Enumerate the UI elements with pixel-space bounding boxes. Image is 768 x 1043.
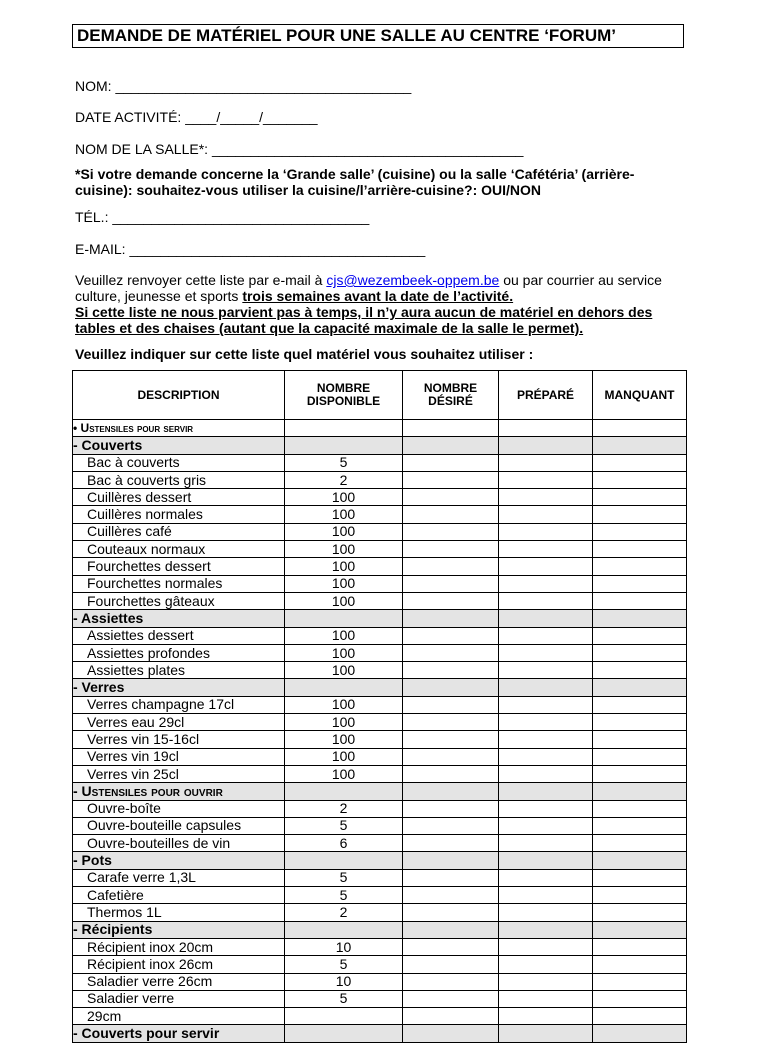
row-prepared[interactable] [499,610,593,627]
row-missing[interactable] [593,558,687,575]
row-qty-available: 5 [285,887,403,904]
row-label: Cuillères café [87,523,172,540]
row-missing[interactable] [593,506,687,523]
row-qty-desired[interactable] [403,904,499,921]
row-label: Verres vin 25cl [87,765,179,782]
row-qty-desired[interactable] [403,938,499,955]
row-label: Récipient inox 20cm [87,938,214,955]
row-description [73,592,285,609]
row-description [73,610,285,627]
row-qty-available: 100 [285,575,403,592]
row-label: Saladier verre 26cm [87,973,213,990]
row-qty-desired[interactable] [403,558,499,575]
row-prepared[interactable] [499,835,593,852]
row-prepared[interactable] [499,817,593,834]
instructions-paragraph [75,272,685,336]
row-missing[interactable] [593,575,687,592]
row-prepared[interactable] [499,852,593,869]
row-missing[interactable] [593,644,687,661]
row-qty-desired[interactable] [403,644,499,661]
row-qty-available: 10 [285,938,403,955]
row-label: Ouvre-bouteille capsules [87,817,242,834]
header-manquant: MANQUANT [593,371,687,420]
row-description [73,558,285,575]
table-row [73,904,687,921]
kitchen-note [75,166,675,198]
row-description [73,956,285,973]
row-label: Bac à couverts [87,454,180,471]
row-qty-desired[interactable] [403,575,499,592]
row-qty-desired[interactable] [403,748,499,765]
table-row [73,921,687,938]
row-label: Couteaux normaux [87,540,206,557]
table-row [73,956,687,973]
row-missing[interactable] [593,835,687,852]
row-qty-desired[interactable] [403,592,499,609]
nom-field[interactable]: NOM: ______________________________________ [75,78,412,94]
row-qty-available [285,783,403,800]
row-label: Assiettes dessert [87,627,194,644]
row-description [73,644,285,661]
row-label: Cuillères normales [87,506,203,523]
row-qty-desired[interactable] [403,1008,499,1025]
row-label: Verres champagne 17cl [87,696,235,713]
row-description [73,1008,285,1025]
table-row [73,852,687,869]
row-label: Cafetière [87,886,144,903]
row-label: Assiettes profondes [87,644,210,661]
row-qty-desired[interactable] [403,887,499,904]
row-missing[interactable] [593,904,687,921]
row-description [73,696,285,713]
row-description [73,869,285,886]
header-description: DESCRIPTION [73,371,285,420]
table-row [73,420,687,437]
row-qty-desired[interactable] [403,956,499,973]
row-label: Verres eau 29cl [87,713,185,730]
row-prepared[interactable] [499,887,593,904]
row-qty-desired[interactable] [403,869,499,886]
row-missing[interactable] [593,714,687,731]
row-label: - Récipients [73,921,153,938]
row-qty-available: 100 [285,541,403,558]
row-prepared[interactable] [499,489,593,506]
row-description [73,748,285,765]
row-missing[interactable] [593,956,687,973]
row-qty-desired[interactable] [403,835,499,852]
row-qty-available: 100 [285,731,403,748]
warning-text: Si cette liste ne nous parvient pas à temps, il n’y aura aucun de matériel en dehors des tables et des chaises (autant que la capacité maximale de la salle le permet). [75,304,653,336]
row-missing[interactable] [593,731,687,748]
row-qty-available [285,437,403,454]
table-row [73,541,687,558]
row-prepared[interactable] [499,541,593,558]
row-missing[interactable] [593,800,687,817]
row-qty-available: 5 [285,454,403,471]
row-prepared[interactable] [499,956,593,973]
row-prepared[interactable] [499,506,593,523]
table-row [73,662,687,679]
row-label: Cuillères dessert [87,488,192,505]
row-qty-desired[interactable] [403,973,499,990]
table-row [73,523,687,540]
table-row [73,731,687,748]
email-link[interactable]: cjs@wezembeek-oppem.be [326,272,500,288]
row-qty-available: 5 [285,869,403,886]
row-qty-available: 100 [285,714,403,731]
table-row [73,938,687,955]
table-row [73,437,687,454]
table-row [73,592,687,609]
row-missing[interactable] [593,523,687,540]
row-prepared[interactable] [499,437,593,454]
row-label: Ouvre-bouteilles de vin [87,834,231,851]
row-prepared[interactable] [499,748,593,765]
row-missing[interactable] [593,592,687,609]
row-missing[interactable] [593,541,687,558]
row-label: Carafe verre 1,3L [87,869,196,886]
row-qty-desired[interactable] [403,662,499,679]
table-row [73,679,687,696]
row-prepared[interactable] [499,454,593,471]
kitchen-note-text: *Si votre demande concerne la ‘Grande salle’ (cuisine) ou la salle ‘Cafétéria’ (arrière-cuisine): souhaitez-vous utiliser la cuisine/l’arrière-cuisine?: OUI/NON [75,166,635,198]
row-prepared[interactable] [499,938,593,955]
row-description [73,783,285,800]
row-description [73,489,285,506]
header-prepare: PRÉPARÉ [499,371,593,420]
row-label: Assiettes plates [87,661,186,678]
row-prepared[interactable] [499,592,593,609]
row-prepared[interactable] [499,990,593,1007]
row-qty-desired[interactable] [403,454,499,471]
row-qty-available: 2 [285,800,403,817]
table-row [73,800,687,817]
row-missing[interactable] [593,1008,687,1025]
row-qty-desired[interactable] [403,679,499,696]
row-qty-available: 2 [285,471,403,488]
table-row [73,506,687,523]
row-prepared[interactable] [499,800,593,817]
row-qty-available: 100 [285,627,403,644]
row-qty-desired[interactable] [403,471,499,488]
row-prepared[interactable] [499,869,593,886]
row-qty-available [285,852,403,869]
row-prepared[interactable] [499,575,593,592]
row-qty-available: 100 [285,489,403,506]
row-description [73,731,285,748]
table-row [73,610,687,627]
row-qty-desired[interactable] [403,420,499,437]
row-qty-available: 100 [285,748,403,765]
row-description [73,454,285,471]
table-row [73,1008,687,1025]
row-missing[interactable] [593,662,687,679]
row-missing[interactable] [593,783,687,800]
row-description [73,938,285,955]
date-field[interactable]: DATE ACTIVITÉ: ____/_____/_______ [75,109,318,125]
row-qty-desired[interactable] [403,765,499,782]
material-table [72,370,687,1043]
row-description [73,471,285,488]
row-qty-desired[interactable] [403,489,499,506]
table-row [73,783,687,800]
row-label: • Ustensiles pour servir [73,420,194,435]
row-missing[interactable] [593,938,687,955]
row-label: - Pots [73,852,112,869]
row-qty-available [285,679,403,696]
row-qty-available: 10 [285,973,403,990]
row-missing[interactable] [593,921,687,938]
row-qty-desired[interactable] [403,541,499,558]
row-missing[interactable] [593,973,687,990]
row-qty-desired[interactable] [403,714,499,731]
row-prepared[interactable] [499,1008,593,1025]
row-qty-available: 100 [285,558,403,575]
table-row [73,835,687,852]
row-qty-desired[interactable] [403,921,499,938]
row-label: Fourchettes dessert [87,558,211,575]
header-desire: NOMBRE DÉSIRÉ [403,371,499,420]
row-label: Verres vin 15-16cl [87,730,200,747]
row-prepared[interactable] [499,471,593,488]
row-qty-desired[interactable] [403,731,499,748]
row-missing[interactable] [593,852,687,869]
row-prepared[interactable] [499,523,593,540]
row-prepared[interactable] [499,765,593,782]
row-qty-available: 100 [285,592,403,609]
row-prepared[interactable] [499,714,593,731]
header-disponible: NOMBRE DISPONIBLE [285,371,403,420]
row-description [73,990,285,1007]
row-qty-available: 5 [285,956,403,973]
row-qty-available: 5 [285,817,403,834]
row-qty-available [285,921,403,938]
row-label: Fourchettes gâteaux [87,592,215,609]
row-qty-available [285,1025,403,1042]
row-prepared[interactable] [499,662,593,679]
table-row [73,748,687,765]
row-missing[interactable] [593,990,687,1007]
row-description [73,679,285,696]
row-description [73,817,285,834]
salle-field[interactable]: NOM DE LA SALLE*: ________________________________________ [75,141,524,157]
table-row [73,817,687,834]
row-missing[interactable] [593,679,687,696]
row-qty-available: 6 [285,835,403,852]
para-text-2: ou par courrier au service culture, jeunesse et sports [75,272,662,304]
table-row [73,696,687,713]
row-missing[interactable] [593,437,687,454]
row-missing[interactable] [593,610,687,627]
row-label: - Assiettes [73,609,144,626]
row-qty-desired[interactable] [403,437,499,454]
row-prepared[interactable] [499,1025,593,1042]
row-qty-available: 100 [285,765,403,782]
row-missing[interactable] [593,817,687,834]
table-row [73,887,687,904]
row-prepared[interactable] [499,558,593,575]
row-missing[interactable] [593,765,687,782]
row-missing[interactable] [593,489,687,506]
row-qty-available: 100 [285,644,403,661]
table-body [73,420,687,1043]
row-qty-desired[interactable] [403,627,499,644]
list-instruction: Veuillez indiquer sur cette liste quel matériel vous souhaitez utiliser : [75,346,534,362]
table-row [73,454,687,471]
row-description [73,904,285,921]
row-qty-available: 5 [285,990,403,1007]
row-description [73,420,285,437]
row-description [73,973,285,990]
table-row [73,471,687,488]
page-title: DEMANDE DE MATÉRIEL POUR UNE SALLE AU CENTRE ‘FORUM’ [72,24,684,48]
row-label: Bac à couverts gris [87,471,207,488]
row-label: Récipient inox 26cm [87,955,214,972]
row-description [73,662,285,679]
row-prepared[interactable] [499,420,593,437]
row-label: Verres vin 19cl [87,748,179,765]
row-prepared[interactable] [499,973,593,990]
row-prepared[interactable] [499,921,593,938]
row-qty-desired[interactable] [403,783,499,800]
row-prepared[interactable] [499,627,593,644]
email-field[interactable]: E-MAIL: ______________________________________ [75,241,426,257]
row-qty-available: 100 [285,696,403,713]
table-row [73,1025,687,1042]
row-description [73,523,285,540]
table-row [73,489,687,506]
row-qty-available [285,420,403,437]
row-description [73,800,285,817]
row-description [73,887,285,904]
row-label: Ouvre-boîte [87,800,161,817]
row-qty-available: 100 [285,662,403,679]
table-row [73,869,687,886]
row-qty-available [285,610,403,627]
table-row [73,644,687,661]
table-row [73,558,687,575]
row-qty-desired[interactable] [403,696,499,713]
para-text-1: Veuillez renvoyer cette liste par e-mail à [75,272,327,288]
row-prepared[interactable] [499,904,593,921]
row-label: - Ustensiles pour ouvrir [73,782,223,799]
row-label: - Couverts pour servir [73,1025,220,1042]
row-description [73,852,285,869]
row-prepared[interactable] [499,679,593,696]
row-missing[interactable] [593,471,687,488]
table-row [73,973,687,990]
row-qty-available [285,1008,403,1025]
table-header-row [73,371,687,420]
row-qty-desired[interactable] [403,817,499,834]
row-description [73,627,285,644]
row-label: - Couverts [73,436,143,453]
row-label: Saladier verre [87,990,175,1007]
row-description [73,575,285,592]
row-description [73,921,285,938]
deadline-text: trois semaines avant la date de l’activité. [242,288,514,304]
row-label: - Verres [73,679,125,696]
row-description [73,506,285,523]
row-qty-available: 2 [285,904,403,921]
row-description [73,714,285,731]
row-qty-desired[interactable] [403,610,499,627]
table-row [73,765,687,782]
row-label: Thermos 1L [87,903,162,920]
row-missing[interactable] [593,627,687,644]
row-prepared[interactable] [499,731,593,748]
row-qty-desired[interactable] [403,990,499,1007]
table-row [73,990,687,1007]
row-prepared[interactable] [499,783,593,800]
row-description [73,765,285,782]
table-row [73,575,687,592]
tel-field[interactable]: TÉL.: _________________________________ [75,209,370,225]
row-missing[interactable] [593,454,687,471]
row-qty-desired[interactable] [403,800,499,817]
row-qty-desired[interactable] [403,523,499,540]
row-missing[interactable] [593,748,687,765]
row-description [73,835,285,852]
row-description [73,437,285,454]
row-description [73,541,285,558]
row-qty-available: 100 [285,506,403,523]
row-label: 29cm [87,1007,122,1024]
row-label: Fourchettes normales [87,575,223,592]
row-missing[interactable] [593,887,687,904]
row-missing[interactable] [593,420,687,437]
row-qty-desired[interactable] [403,1025,499,1042]
row-prepared[interactable] [499,644,593,661]
row-missing[interactable] [593,869,687,886]
row-qty-desired[interactable] [403,852,499,869]
row-qty-desired[interactable] [403,506,499,523]
row-prepared[interactable] [499,696,593,713]
row-missing[interactable] [593,1025,687,1042]
row-qty-available: 100 [285,523,403,540]
row-description [73,1025,285,1042]
row-missing[interactable] [593,696,687,713]
table-row [73,714,687,731]
table-row [73,627,687,644]
